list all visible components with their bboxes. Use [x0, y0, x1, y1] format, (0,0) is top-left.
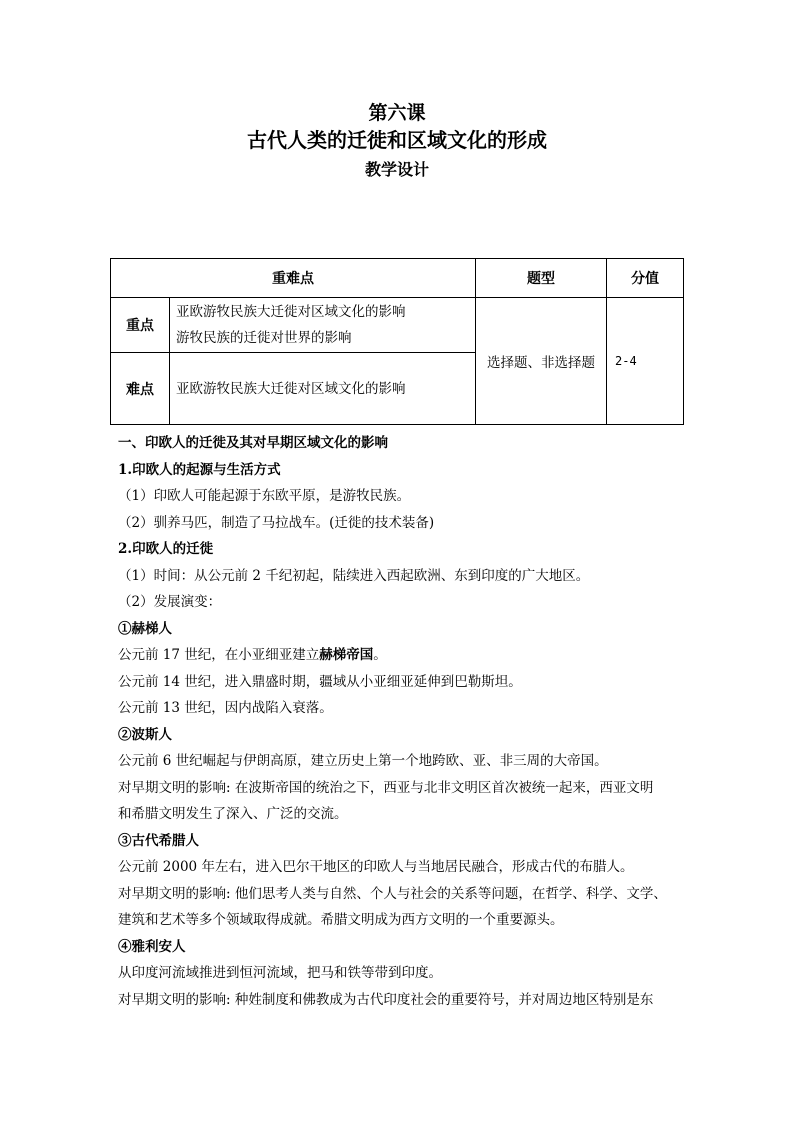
people-heading-aryans: ④雅利安人 — [118, 938, 186, 955]
lesson-number: 第六课 — [368, 102, 426, 124]
people-heading-hittites: ①赫梯人 — [118, 620, 172, 637]
paragraph: 对早期文明的影响: 在波斯帝国的统治之下，西亚与北非文明区首次被统一起来，西亚文明 — [118, 779, 654, 796]
difficult-label: 难点 — [111, 353, 170, 425]
table-row-key — [111, 298, 684, 353]
paragraph: 公元前 13 世纪，因内战陷入衰落。 — [118, 700, 333, 716]
difficult-line: 亚欧游牧民族大迁徙对区域文化的影响 — [176, 380, 406, 397]
table-header-row — [111, 259, 684, 298]
score-cell: 2-4 — [607, 298, 684, 425]
paragraph: （1）时间：从公元前 2 千纪初起，陆续进入西起欧洲、东到印度的广大地区。 — [118, 567, 590, 584]
subsection-heading: 2.印欧人的迁徙 — [118, 541, 214, 557]
focus-table — [110, 258, 684, 425]
page-subtitle: 教学设计 — [364, 160, 429, 179]
lesson-body — [118, 430, 678, 1013]
question-type-cell: 选择题、非选择题 — [476, 298, 607, 425]
paragraph: （2）驯养马匹，制造了马拉战车。(迁徙的技术装备) — [118, 514, 435, 531]
paragraph: 公元前 6 世纪崛起与伊朗高原，建立历史上第一个地跨欧、亚、非三周的大帝国。 — [118, 753, 608, 769]
header-question-type: 题型 — [476, 259, 607, 298]
hittite-empire-term: 赫梯帝国 — [319, 647, 374, 663]
key-line: 游牧民族的迁徙对世界的影响 — [176, 330, 352, 346]
paragraph — [118, 642, 678, 669]
paragraph: 公元前 14 世纪，进入鼎盛时期，疆域从小亚细亚延伸到巴勒斯坦。 — [118, 673, 522, 690]
header-score: 分值 — [607, 259, 684, 298]
page-title: 古代人类的迁徙和区域文化的形成 — [247, 128, 547, 152]
paragraph: 公元前 2000 年左右，进入巴尔干地区的印欧人与当地居民融合，形成古代的布腊人。 — [118, 859, 634, 875]
section-heading: 一、印欧人的迁徙及其对早期区域文化的影响 — [118, 435, 388, 451]
paragraph: 对早期文明的影响: 他们思考人类与自然、个人与社会的关系等问题，在哲学、科学、文学、 — [118, 885, 667, 902]
paragraph: 建筑和艺术等多个领域取得成就。希腊文明成为西方文明的一个重要源头。 — [118, 912, 564, 928]
people-heading-greeks: ③古代希腊人 — [118, 832, 199, 849]
text-segment: 公元前 17 世纪，在小亚细亚建立 — [118, 647, 320, 663]
header-focus: 重难点 — [111, 259, 476, 298]
paragraph: 和希腊文明发生了深入、广泛的交流。 — [118, 806, 348, 822]
subsection-heading: 1.印欧人的起源与生活方式 — [118, 461, 281, 478]
paragraph: 从印度河流域推进到恒河流域，把马和铁等带到印度。 — [118, 965, 442, 981]
people-heading-persians: ②波斯人 — [118, 726, 172, 743]
paragraph: 对早期文明的影响: 种姓制度和佛教成为古代印度社会的重要符号，并对周边地区特别是东 — [118, 991, 654, 1008]
paragraph: （2）发展演变： — [118, 594, 222, 610]
key-line: 亚欧游牧民族大迁徙对区域文化的影响 — [176, 304, 406, 320]
key-content — [170, 298, 476, 353]
text-segment: 。 — [373, 647, 387, 663]
difficult-content — [170, 353, 476, 425]
paragraph: （1）印欧人可能起源于东欧平原，是游牧民族。 — [118, 488, 411, 504]
key-label: 重点 — [111, 298, 170, 353]
